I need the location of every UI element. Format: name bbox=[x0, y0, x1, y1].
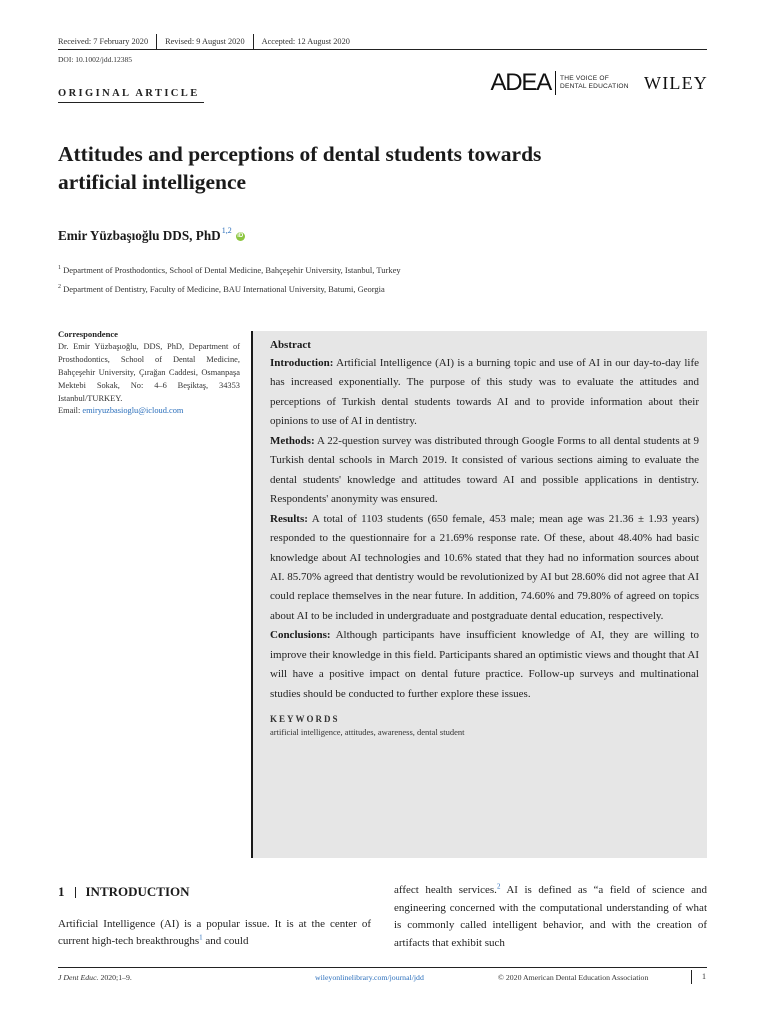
abstract-introduction: Introduction: Artificial Intelligence (AI) is a burning topic and use of AI in our day-to-day life has increased exponentially. The purpose of this study was to evaluate the attitudes and perceptions of Turkish dental students towards AI and to provide information about their opinions to use of AI in dentistry. bbox=[270, 357, 699, 428]
abstract-methods: Methods: A 22-question survey was distributed through Google Forms to all dental students at 9 Turkish dental schools in March 2019. It consisted of various sections aiming to evaluate the dental students' knowledge and attitudes toward AI and possible applications in dentistry. Respondents' anonymity was ensured. bbox=[270, 434, 699, 506]
author-affiliation-marks[interactable]: 1,2 bbox=[221, 226, 232, 235]
reference-link-2[interactable]: 2 bbox=[496, 882, 501, 891]
body-column-left: Artificial Intelligence (AI) is a popular issue. It is at the center of current high-tech breakthroughs$^1$ and could bbox=[58, 918, 371, 947]
header-rule bbox=[58, 49, 707, 50]
page-number: 1 bbox=[691, 970, 706, 984]
author-name[interactable]: Emir Yüzbaşıoğlu DDS, PhD bbox=[58, 228, 221, 243]
correspondence-address: Dr. Emir Yüzbaşıoğlu, DDS, PhD, Department of Prosthodontics, School of Dental Medicine, Bahçeşehir University, Çırağan Caddesi, Osmanpaşa Mektebi Sokak, No: 4–6 Beşiktaş, 34353 Istanbul/TURKEY. bbox=[58, 341, 240, 403]
abstract-conclusions: Conclusions: Although participants have insufficient knowledge of AI, they are willing to improve their knowledge in this field. Participants shared an optimistic views and thought that AI will have a positive impact on dental future practice. Follow-up surveys and multinational studies should be conducted to further explore these issues. bbox=[270, 629, 699, 700]
article-title: Attitudes and perceptions of dental students towards artificial intelligence bbox=[58, 142, 542, 194]
email-link[interactable]: emiryuzbasioglu@icloud.com bbox=[82, 406, 184, 416]
body-column-right: affect health services.$^2$ AI is defined as “a field of science and engineering concerned with the computational understanding of what is commonly called intelligent behavior, and with the creation of artifacts that exhibit such bbox=[394, 882, 707, 949]
affiliation-1: $^1$ Department of Prosthodontics, School of Dental Medicine, Bahçeşehir University, Istanbul, Turkey bbox=[58, 265, 401, 275]
received-date: Received: 7 February 2020 bbox=[58, 36, 149, 46]
correspondence-block bbox=[58, 328, 240, 418]
publisher-logos bbox=[490, 70, 708, 96]
footer-journal: J Dent Educ. 2020;1–9. bbox=[58, 973, 132, 982]
accepted-date: Accepted: 12 August 2020 bbox=[253, 34, 358, 49]
abstract-heading: Abstract bbox=[270, 339, 311, 351]
article-type-rule bbox=[58, 102, 204, 103]
section-title: INTRODUCTION bbox=[85, 884, 190, 899]
adea-logo: ADEA bbox=[490, 69, 552, 96]
abstract-box bbox=[251, 331, 707, 858]
doi-line bbox=[58, 55, 132, 64]
footer-rule bbox=[58, 967, 707, 968]
section-number: 1 bbox=[58, 884, 65, 899]
keywords-list: artificial intelligence, attitudes, awareness, dental student bbox=[270, 727, 465, 738]
article-dates bbox=[58, 34, 358, 48]
wiley-logo: WILEY bbox=[644, 72, 708, 93]
author-line bbox=[58, 228, 245, 244]
correspondence-heading: Correspondence bbox=[58, 329, 118, 339]
reference-link-1[interactable]: 1 bbox=[199, 933, 203, 942]
keywords-heading: KEYWORDS bbox=[270, 714, 340, 725]
section-divider bbox=[75, 887, 76, 898]
affiliation-2: $^2$ Department of Dentistry, Faculty of Medicine, BAU International University, Batumi, Georgia bbox=[58, 284, 385, 294]
abstract-results: Results: A total of 1103 students (650 female, 453 male; mean age was 21.36 ± 1.93 years) responded to the questionnaire for a 21.69% response rate. Of these, about 48.40% had basic knowledge about AI technologies and 10.6% stated that they had no information sources about AI. 85.70% agreed that dentistry would be revolutionized by AI but 28.60% did not agree that AI could replace themselves in the near future. In addition, 74.60% and 79.80% of agreed on topics about AI to be included in undergraduate and postgraduate dental education, respectively. bbox=[270, 512, 699, 622]
section-heading bbox=[58, 884, 190, 900]
footer-url-link[interactable]: wileyonlinelibrary.com/journal/jdd bbox=[315, 973, 424, 982]
doi-link[interactable]: DOI: 10.1002/jdd.12385 bbox=[58, 55, 132, 64]
correspondence-email: Email: emiryuzbasioglu@icloud.com bbox=[58, 406, 184, 416]
article-type-label: ORIGINAL ARTICLE bbox=[58, 88, 200, 99]
orcid-icon[interactable]: iD bbox=[237, 233, 244, 239]
adea-tagline: THE VOICE OF DENTAL EDUCATION bbox=[560, 75, 629, 90]
adea-divider bbox=[555, 71, 556, 95]
footer-copyright: © 2020 American Dental Education Association bbox=[498, 973, 649, 982]
revised-date: Revised: 9 August 2020 bbox=[156, 34, 253, 49]
